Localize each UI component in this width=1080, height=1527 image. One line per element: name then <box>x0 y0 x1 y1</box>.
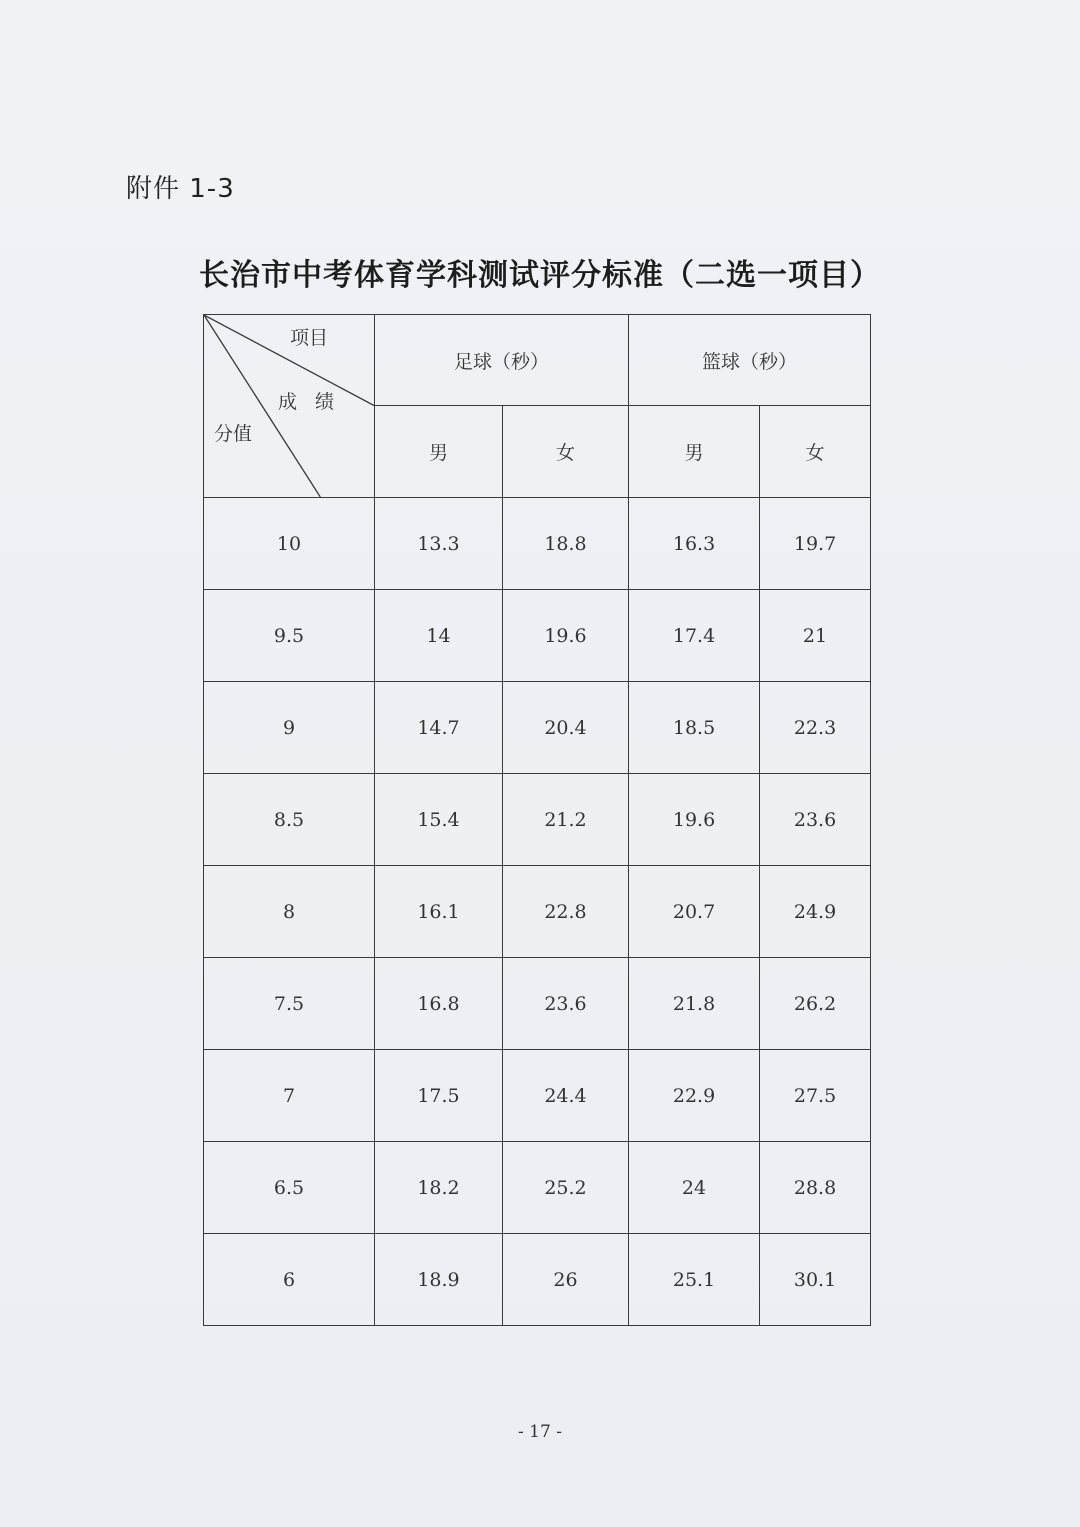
football-male-cell: 15.4 <box>375 774 503 866</box>
score-value-cell: 8 <box>204 866 375 958</box>
football-male-cell: 18.2 <box>375 1142 503 1234</box>
basketball-female-cell: 23.6 <box>760 774 871 866</box>
score-value-cell: 9.5 <box>204 590 375 682</box>
basketball-female-header: 女 <box>760 406 871 498</box>
football-male-cell: 18.9 <box>375 1234 503 1326</box>
basketball-female-cell: 19.7 <box>760 498 871 590</box>
table-row <box>204 1142 871 1234</box>
score-value-cell: 7.5 <box>204 958 375 1050</box>
football-male-cell: 14.7 <box>375 682 503 774</box>
basketball-male-cell: 18.5 <box>629 682 760 774</box>
basketball-male-cell: 25.1 <box>629 1234 760 1326</box>
basketball-female-cell: 21 <box>760 590 871 682</box>
football-male-cell: 14 <box>375 590 503 682</box>
scoring-table <box>203 314 871 1326</box>
table-row <box>204 774 871 866</box>
football-female-cell: 21.2 <box>503 774 629 866</box>
score-value-cell: 6.5 <box>204 1142 375 1234</box>
football-female-cell: 26 <box>503 1234 629 1326</box>
football-male-cell: 13.3 <box>375 498 503 590</box>
score-value-cell: 7 <box>204 1050 375 1142</box>
score-value-cell: 10 <box>204 498 375 590</box>
football-female-cell: 23.6 <box>503 958 629 1050</box>
basketball-female-cell: 26.2 <box>760 958 871 1050</box>
table-row <box>204 682 871 774</box>
corner-value-label: 分值 <box>214 423 253 445</box>
football-male-cell: 17.5 <box>375 1050 503 1142</box>
table-row <box>204 498 871 590</box>
basketball-male-cell: 19.6 <box>629 774 760 866</box>
basketball-male-cell: 22.9 <box>629 1050 760 1142</box>
score-value-cell: 6 <box>204 1234 375 1326</box>
basketball-female-cell: 22.3 <box>760 682 871 774</box>
basketball-male-cell: 24 <box>629 1142 760 1234</box>
football-female-cell: 19.6 <box>503 590 629 682</box>
table-row <box>204 958 871 1050</box>
score-value-cell: 9 <box>204 682 375 774</box>
table-row <box>204 866 871 958</box>
football-male-cell: 16.1 <box>375 866 503 958</box>
corner-item-label: 项目 <box>290 327 329 349</box>
page-title: 长治市中考体育学科测试评分标准（二选一项目） <box>199 258 881 293</box>
football-female-cell: 18.8 <box>503 498 629 590</box>
football-header: 足球（秒） <box>375 315 629 406</box>
corner-header-cell <box>204 315 375 498</box>
page-number: - 17 - <box>518 1422 562 1442</box>
football-female-cell: 22.8 <box>503 866 629 958</box>
basketball-female-cell: 28.8 <box>760 1142 871 1234</box>
table-row <box>204 590 871 682</box>
football-female-cell: 25.2 <box>503 1142 629 1234</box>
basketball-male-cell: 21.8 <box>629 958 760 1050</box>
basketball-header: 篮球（秒） <box>629 315 871 406</box>
football-female-cell: 20.4 <box>503 682 629 774</box>
football-male-header: 男 <box>375 406 503 498</box>
table-row <box>204 1234 871 1326</box>
basketball-male-cell: 17.4 <box>629 590 760 682</box>
basketball-male-cell: 16.3 <box>629 498 760 590</box>
basketball-female-cell: 30.1 <box>760 1234 871 1326</box>
corner-score-label: 成 绩 <box>278 391 341 413</box>
football-female-cell: 24.4 <box>503 1050 629 1142</box>
basketball-male-cell: 20.7 <box>629 866 760 958</box>
score-value-cell: 8.5 <box>204 774 375 866</box>
football-female-header: 女 <box>503 406 629 498</box>
table-row <box>204 1050 871 1142</box>
football-male-cell: 16.8 <box>375 958 503 1050</box>
table-body <box>204 498 871 1326</box>
attachment-label: 附件 1-3 <box>126 174 235 204</box>
basketball-male-header: 男 <box>629 406 760 498</box>
basketball-female-cell: 24.9 <box>760 866 871 958</box>
basketball-female-cell: 27.5 <box>760 1050 871 1142</box>
